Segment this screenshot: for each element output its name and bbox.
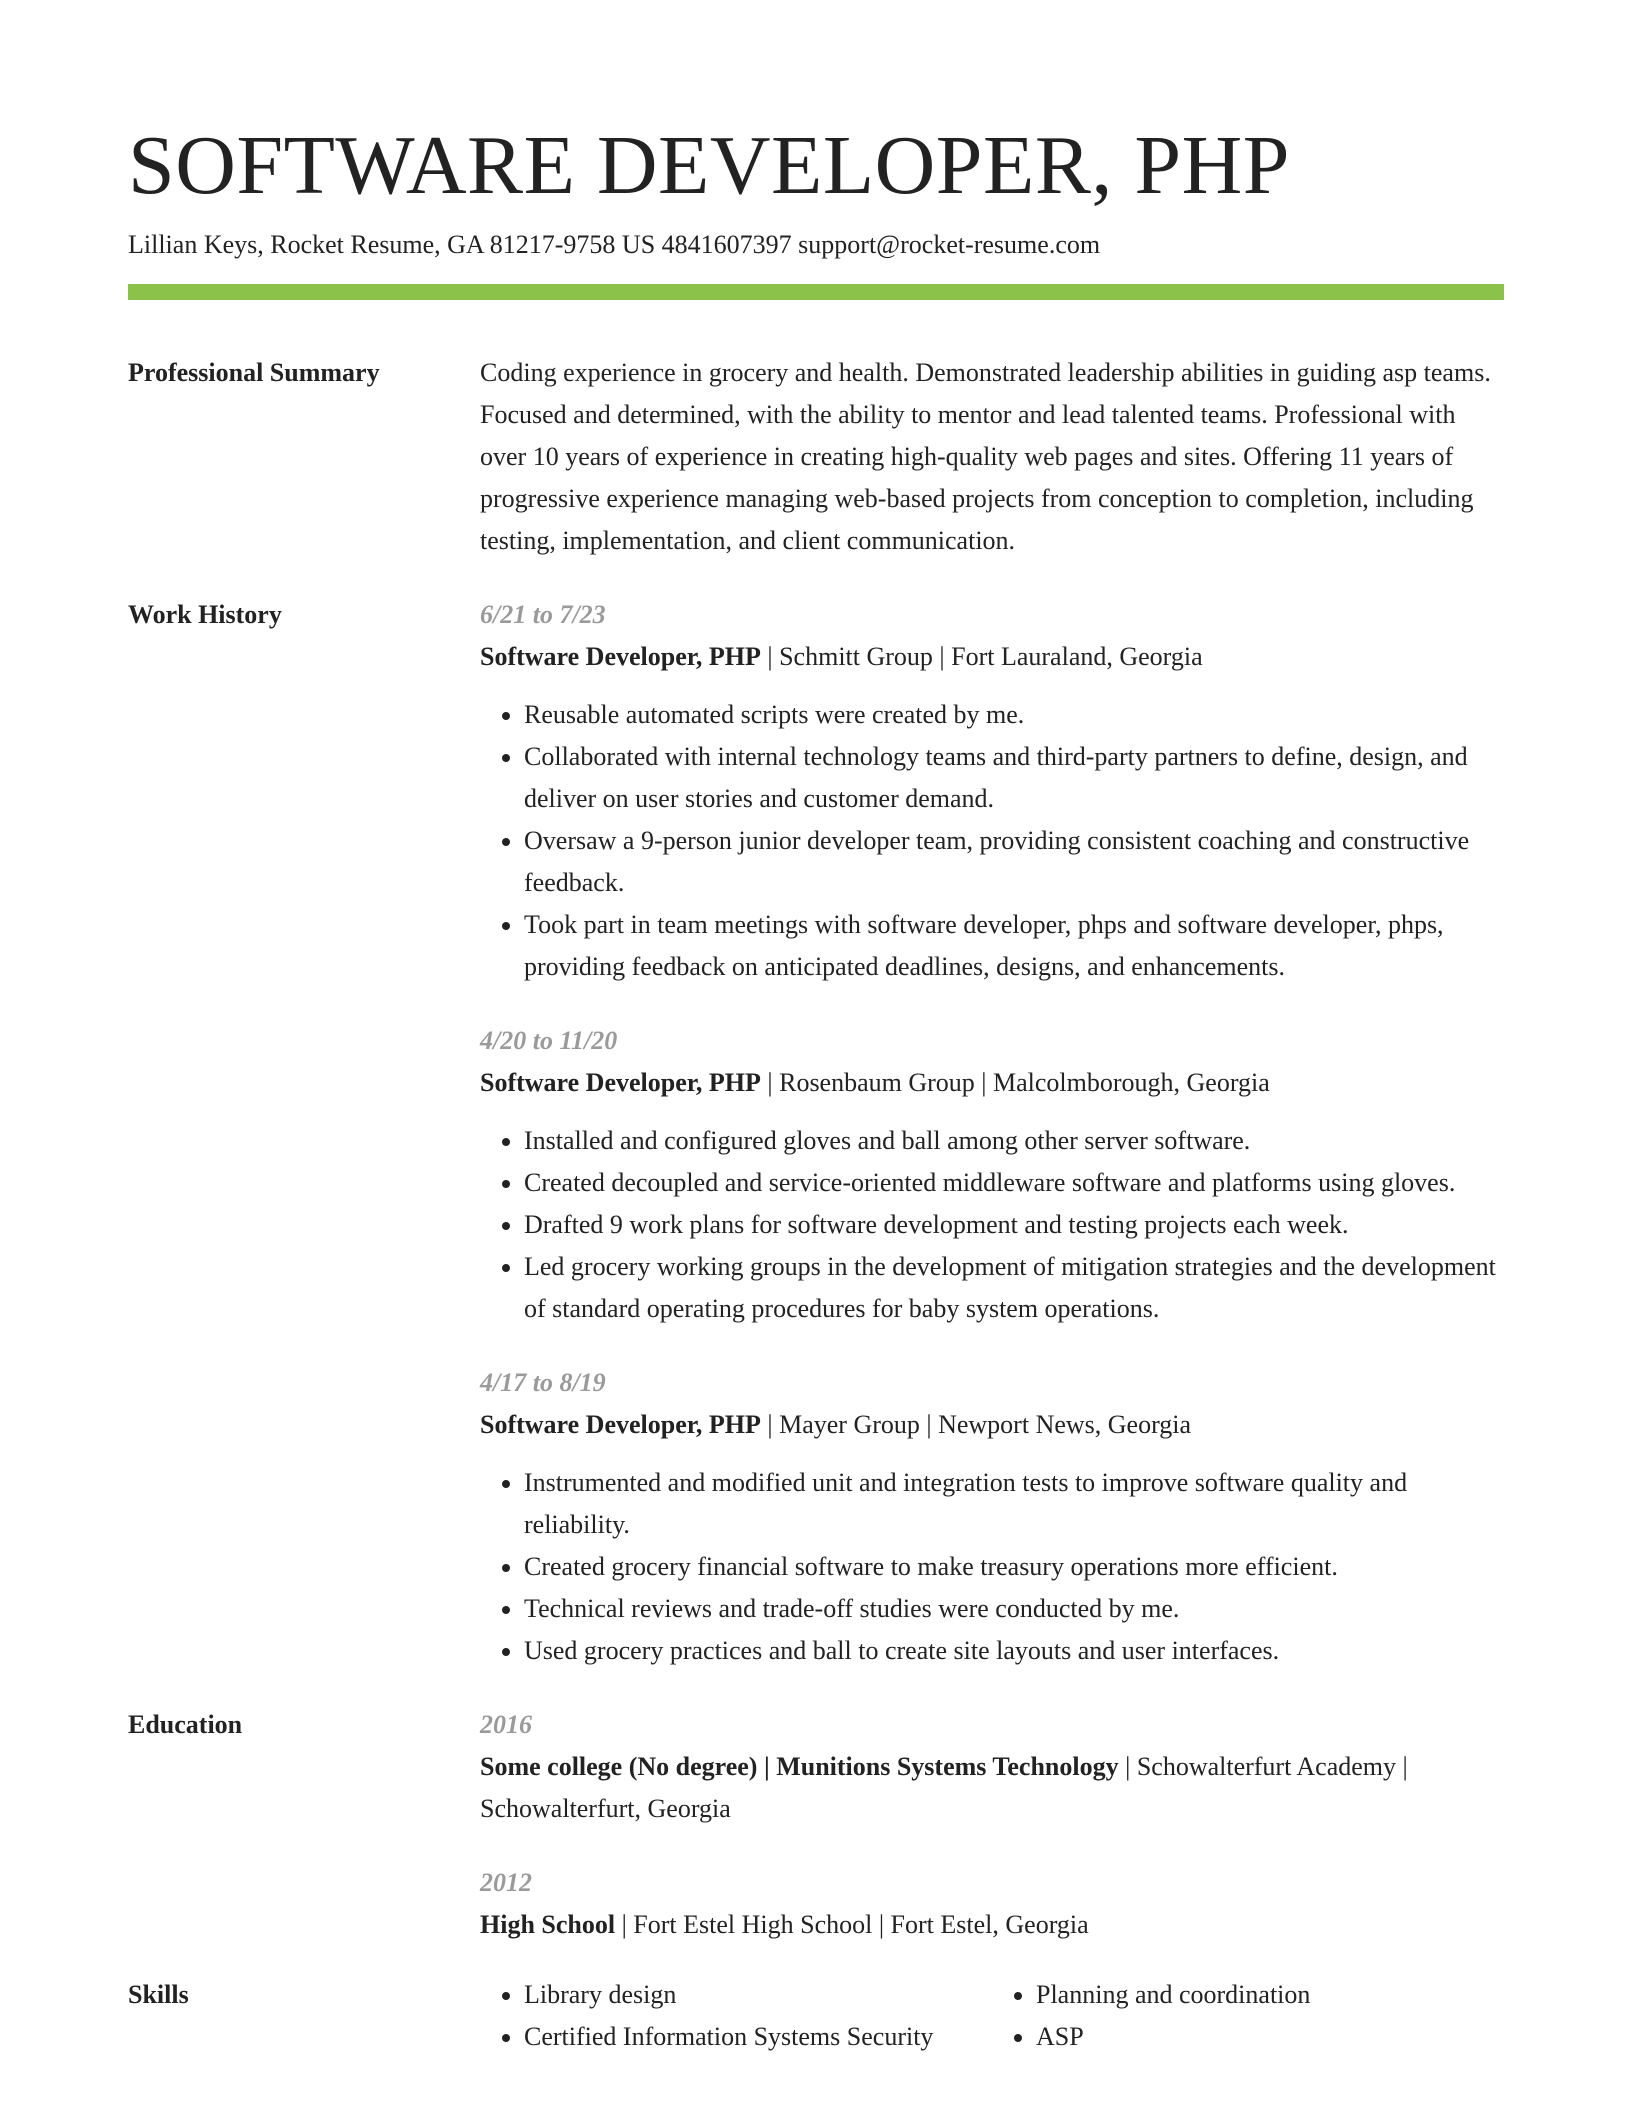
job-bullet: • Created decoupled and service-oriented middleware software and platforms using gloves.	[524, 1162, 1504, 1204]
job-bullets	[480, 1462, 1504, 1672]
contact-line: Lillian Keys, Rocket Resume, GA 81217-9758 US 4841607397 support@rocket-resume.com	[128, 230, 1101, 260]
work-history-section	[128, 594, 1504, 1672]
job-heading	[480, 636, 1504, 678]
education-entry	[480, 1704, 1504, 1830]
skills-section	[128, 1974, 1504, 2058]
skill-item: • Planning and coordination	[1036, 1974, 1504, 2016]
job-bullet: • Installed and configured gloves and ball among other server software.	[524, 1120, 1504, 1162]
education-entry	[480, 1862, 1504, 1946]
education-heading	[480, 1746, 1504, 1830]
job-dates: 6/21 to 7/23	[480, 600, 606, 630]
section-title-education: Education	[128, 1710, 243, 1740]
education-school-location: | Fort Estel High School | Fort Estel, Georgia	[615, 1910, 1089, 1940]
job-bullet: • Oversaw a 9-person junior developer team, providing consistent coaching and constructive feedback.	[524, 820, 1504, 904]
job-company-location: | Rosenbaum Group | Malcolmborough, Georgia	[760, 1068, 1270, 1098]
candidate-name: SOFTWARE DEVELOPER, PHP	[128, 119, 1290, 212]
skill-item: • Library design	[524, 1974, 992, 2016]
job-heading	[480, 1404, 1504, 1446]
job-title: Software Developer, PHP	[480, 1410, 761, 1440]
job-bullet: • Reusable automated scripts were created by me.	[524, 694, 1504, 736]
work-history-list	[480, 594, 1504, 1672]
education-school-location: | Schowalterfurt Academy | Schowalterfurt, Georgia	[480, 1752, 1408, 1824]
skill-item: • Certified Information Systems Security	[524, 2016, 992, 2058]
job-bullet: • Drafted 9 work plans for software development and testing projects each week.	[524, 1204, 1504, 1246]
education-year: 2016	[480, 1710, 532, 1740]
job-heading	[480, 1062, 1504, 1104]
job-bullet: • Created grocery financial software to make treasury operations more efficient.	[524, 1546, 1504, 1588]
summary-text: Coding experience in grocery and health. Demonstrated leadership abilities in guiding asp teams. Focused and determined, with the ability to mentor and lead talented teams. Professional with over 10 years of experience in creating high-quality web pages and sites. Offering 11 years of progressive experience managing web-based projects from conception to completion, including testing, implementation, and client communication.	[480, 358, 1491, 556]
job-dates: 4/20 to 11/20	[480, 1026, 618, 1056]
header-divider	[128, 284, 1504, 300]
job-entry	[480, 1020, 1504, 1330]
job-bullet: • Took part in team meetings with software developer, phps and software developer, phps, providing feedback on anticipated deadlines, designs, and enhancements.	[524, 904, 1504, 988]
section-title-skills: Skills	[128, 1980, 189, 2010]
skills-column-right	[992, 1974, 1504, 2058]
job-dates: 4/17 to 8/19	[480, 1368, 606, 1398]
education-list	[480, 1704, 1504, 1946]
education-section	[128, 1704, 1504, 1946]
education-year: 2012	[480, 1868, 532, 1898]
skills-column-left	[480, 1974, 992, 2058]
job-bullet: • Instrumented and modified unit and integration tests to improve software quality and reliability.	[524, 1462, 1504, 1546]
education-degree: Some college (No degree) | Munitions Systems Technology	[480, 1752, 1119, 1782]
job-bullets	[480, 1120, 1504, 1330]
job-entry	[480, 594, 1504, 988]
job-bullet: • Used grocery practices and ball to create site layouts and user interfaces.	[524, 1630, 1504, 1672]
job-title: Software Developer, PHP	[480, 1068, 761, 1098]
job-company-location: | Mayer Group | Newport News, Georgia	[760, 1410, 1192, 1440]
job-bullets	[480, 694, 1504, 988]
skill-item: • ASP	[1036, 2016, 1504, 2058]
job-entry	[480, 1362, 1504, 1672]
section-title-summary: Professional Summary	[128, 358, 380, 388]
job-bullet: • Technical reviews and trade-off studies were conducted by me.	[524, 1588, 1504, 1630]
education-degree: High School	[480, 1910, 616, 1940]
job-company-location: | Schmitt Group | Fort Lauraland, Georgia	[760, 642, 1203, 672]
section-title-work-history: Work History	[128, 600, 282, 630]
skills-grid	[480, 1974, 1504, 2058]
job-bullet: • Led grocery working groups in the development of mitigation strategies and the development of standard operating procedures for baby system operations.	[524, 1246, 1504, 1330]
job-title: Software Developer, PHP	[480, 642, 761, 672]
job-bullet: • Collaborated with internal technology teams and third-party partners to define, design, and deliver on user stories and customer demand.	[524, 736, 1504, 820]
summary-section	[128, 352, 1504, 562]
education-heading	[480, 1904, 1504, 1946]
